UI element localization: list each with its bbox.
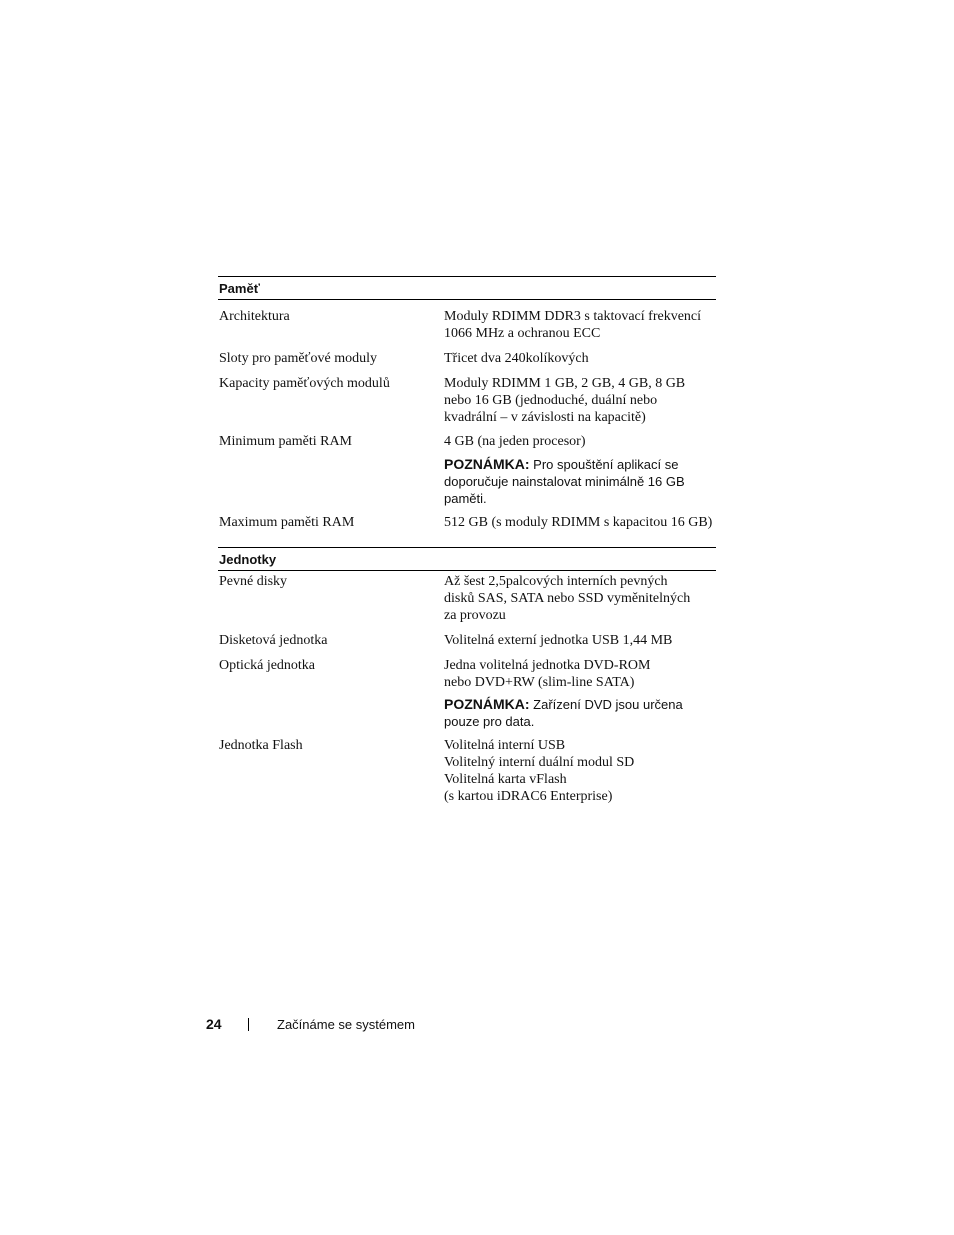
spec-row-memory-slots <box>218 350 716 367</box>
section-heading: Paměť <box>218 276 716 300</box>
spec-value-line: Volitelná interní USB <box>444 738 566 753</box>
spec-value <box>444 657 716 691</box>
section-drives <box>218 547 716 805</box>
spec-value-line: Moduly RDIMM 1 GB, 2 GB, 4 GB, 8 GB <box>444 376 686 391</box>
footer-title: Začínáme se systémem <box>277 1017 415 1032</box>
spec-value <box>444 573 716 624</box>
spec-value-line: Volitelná karta vFlash <box>444 772 567 787</box>
note-minimum-ram <box>218 456 716 507</box>
spec-value-line: 512 GB (s moduly RDIMM s kapacitou 16 GB) <box>444 515 713 530</box>
spec-label: Pevné disky <box>219 574 288 589</box>
spec-label: Kapacity paměťových modulů <box>219 376 390 391</box>
spec-label: Maximum paměti RAM <box>219 515 355 530</box>
note-line: Pro spouštění aplikací se <box>533 457 679 472</box>
section-heading: Jednotky <box>218 547 716 571</box>
spec-label: Architektura <box>219 309 290 324</box>
spec-value-line: nebo DVD+RW (slim-line SATA) <box>444 675 635 690</box>
spec-row-hard-drives <box>218 573 716 624</box>
spec-value <box>444 375 716 426</box>
note-label: POZNÁMKA: <box>444 696 530 712</box>
spec-label: Jednotka Flash <box>219 738 303 753</box>
spec-value-line: Jedna volitelná jednotka DVD-ROM <box>444 658 651 673</box>
note-optical-drive <box>218 696 716 730</box>
spec-value <box>444 308 716 342</box>
spec-row-optical-drive <box>218 657 716 691</box>
spec-row-module-capacities <box>218 375 716 426</box>
spec-row-flash-drive <box>218 737 716 805</box>
spec-value-line: Až šest 2,5palcových interních pevných <box>444 574 668 589</box>
spec-value <box>444 632 716 649</box>
note-label: POZNÁMKA: <box>444 456 530 472</box>
spec-label: Minimum paměti RAM <box>219 434 352 449</box>
spec-row-floppy-drive <box>218 632 716 649</box>
spec-label: Sloty pro paměťové moduly <box>219 351 378 366</box>
note-line: doporučuje nainstalovat minimálně 16 GB <box>444 474 685 489</box>
note-text <box>444 456 716 507</box>
spec-value <box>444 514 716 531</box>
spec-value-line: disků SAS, SATA nebo SSD vyměnitelných <box>444 591 691 606</box>
spec-value-line: Volitelný interní duální modul SD <box>444 755 635 770</box>
note-text <box>444 696 716 730</box>
footer-separator <box>248 1018 249 1031</box>
spec-value-line: (s kartou iDRAC6 Enterprise) <box>444 789 613 804</box>
spec-value-line: kvadrální – v závislosti na kapacitě) <box>444 410 646 425</box>
spec-row-maximum-ram <box>218 514 716 531</box>
note-line: paměti. <box>444 491 487 506</box>
spec-value-line: 4 GB (na jeden procesor) <box>444 434 586 449</box>
spec-value-line: Moduly RDIMM DDR3 s taktovací frekvencí <box>444 309 702 324</box>
page-number: 24 <box>206 1016 222 1032</box>
spec-value <box>444 350 716 367</box>
note-line: pouze pro data. <box>444 714 535 729</box>
spec-row-architecture <box>218 308 716 342</box>
spec-value <box>444 433 716 450</box>
spec-value <box>444 737 716 805</box>
spec-label: Disketová jednotka <box>219 633 328 648</box>
spec-value-line: 1066 MHz a ochranou ECC <box>444 326 601 341</box>
spec-label: Optická jednotka <box>219 658 316 673</box>
spec-value-line: nebo 16 GB (jednoduché, duální nebo <box>444 393 658 408</box>
spec-value-line: Třicet dva 240kolíkových <box>444 351 589 366</box>
spec-value-line: za provozu <box>444 608 506 623</box>
section-memory <box>218 276 716 531</box>
spec-row-minimum-ram <box>218 433 716 450</box>
note-line: Zařízení DVD jsou určena <box>533 697 683 712</box>
spec-value-line: Volitelná externí jednotka USB 1,44 MB <box>444 633 673 648</box>
